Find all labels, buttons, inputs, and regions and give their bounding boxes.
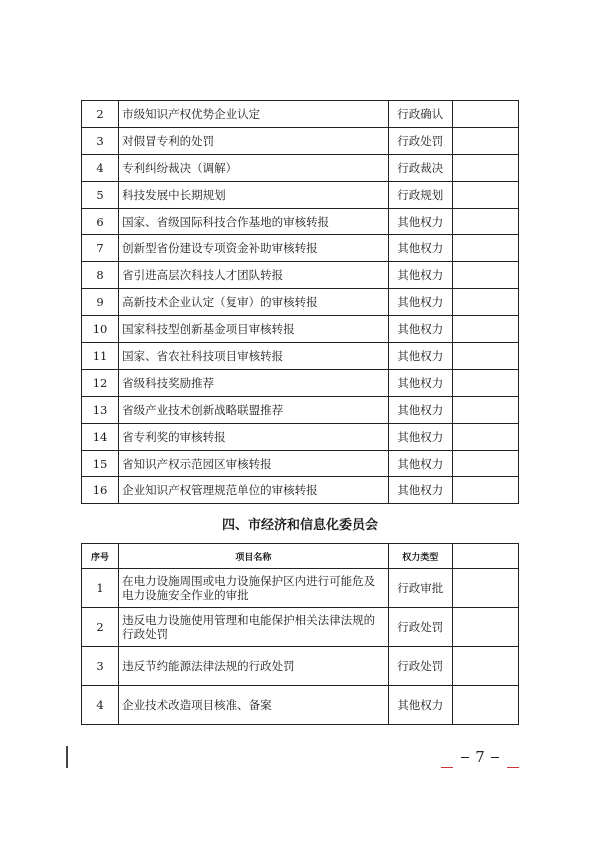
table-row bbox=[82, 343, 519, 370]
table-row bbox=[82, 369, 519, 396]
table-row bbox=[82, 608, 519, 647]
row-power-type: 其他权力 bbox=[388, 316, 452, 343]
table-row bbox=[82, 450, 519, 477]
row-number: 11 bbox=[82, 343, 119, 370]
row-number: 1 bbox=[82, 569, 119, 608]
table-row bbox=[82, 208, 519, 235]
row-item-name: 企业技术改造项目核准、备案 bbox=[119, 686, 389, 725]
page-dash-right bbox=[507, 767, 519, 768]
table-header-row bbox=[82, 544, 519, 569]
row-number: 4 bbox=[82, 154, 119, 181]
table-row bbox=[82, 686, 519, 725]
table-2-body bbox=[82, 569, 519, 725]
row-item-name: 省级产业技术创新战略联盟推荐 bbox=[119, 396, 389, 423]
row-power-type: 行政处罚 bbox=[388, 647, 452, 686]
row-power-type: 其他权力 bbox=[388, 450, 452, 477]
row-item-name: 科技发展中长期规划 bbox=[119, 181, 389, 208]
row-item-name: 企业知识产权管理规范单位的审核转报 bbox=[119, 477, 389, 504]
row-number: 3 bbox=[82, 127, 119, 154]
row-number: 2 bbox=[82, 101, 119, 128]
table-row bbox=[82, 477, 519, 504]
row-extra-cell bbox=[452, 608, 518, 647]
row-item-name: 国家科技型创新基金项目审核转报 bbox=[119, 316, 389, 343]
row-extra-cell bbox=[452, 343, 518, 370]
page-number-text: 7 bbox=[475, 748, 485, 766]
table-row bbox=[82, 101, 519, 128]
row-power-type: 行政规划 bbox=[388, 181, 452, 208]
table-row bbox=[82, 154, 519, 181]
row-extra-cell bbox=[452, 477, 518, 504]
row-extra-cell bbox=[452, 647, 518, 686]
row-item-name: 省引进高层次科技人才团队转报 bbox=[119, 262, 389, 289]
row-extra-cell bbox=[452, 154, 518, 181]
row-extra-cell bbox=[452, 289, 518, 316]
row-number: 5 bbox=[82, 181, 119, 208]
row-item-name: 省级科技奖励推荐 bbox=[119, 369, 389, 396]
row-power-type: 其他权力 bbox=[388, 396, 452, 423]
row-item-name: 违反节约能源法律法规的行政处罚 bbox=[119, 647, 389, 686]
table-row bbox=[82, 396, 519, 423]
row-number: 7 bbox=[82, 235, 119, 262]
row-extra-cell bbox=[452, 569, 518, 608]
row-number: 9 bbox=[82, 289, 119, 316]
row-item-name: 创新型省份建设专项资金补助审核转报 bbox=[119, 235, 389, 262]
row-power-type: 其他权力 bbox=[388, 235, 452, 262]
row-item-name: 市级知识产权优势企业认定 bbox=[119, 101, 389, 128]
row-number: 4 bbox=[82, 686, 119, 725]
row-power-type: 其他权力 bbox=[388, 208, 452, 235]
binding-margin-line bbox=[66, 746, 68, 768]
row-item-name: 违反电力设施使用管理和电能保护相关法律法规的行政处罚 bbox=[119, 608, 389, 647]
row-extra-cell bbox=[452, 396, 518, 423]
row-number: 12 bbox=[82, 369, 119, 396]
row-power-type: 行政处罚 bbox=[388, 127, 452, 154]
row-power-type: 行政裁决 bbox=[388, 154, 452, 181]
header-name: 项目名称 bbox=[119, 544, 389, 569]
table-row bbox=[82, 235, 519, 262]
row-extra-cell bbox=[452, 262, 518, 289]
row-extra-cell bbox=[452, 369, 518, 396]
page-dash-left bbox=[441, 767, 453, 768]
table-row bbox=[82, 569, 519, 608]
header-no: 序号 bbox=[82, 544, 119, 569]
row-number: 2 bbox=[82, 608, 119, 647]
row-extra-cell bbox=[452, 686, 518, 725]
row-item-name: 专利纠纷裁决（调解） bbox=[119, 154, 389, 181]
row-item-name: 省知识产权示范园区审核转报 bbox=[119, 450, 389, 477]
page-number bbox=[437, 746, 523, 768]
row-number: 8 bbox=[82, 262, 119, 289]
row-number: 15 bbox=[82, 450, 119, 477]
header-type: 权力类型 bbox=[388, 544, 452, 569]
row-extra-cell bbox=[452, 208, 518, 235]
section-title: 四、市经济和信息化委员会 bbox=[221, 518, 378, 533]
row-power-type: 其他权力 bbox=[388, 289, 452, 316]
row-number: 16 bbox=[82, 477, 119, 504]
row-item-name: 在电力设施周围或电力设施保护区内进行可能危及电力设施安全作业的审批 bbox=[119, 569, 389, 608]
row-extra-cell bbox=[452, 450, 518, 477]
row-item-name: 省专利奖的审核转报 bbox=[119, 423, 389, 450]
row-extra-cell bbox=[452, 181, 518, 208]
row-extra-cell bbox=[452, 235, 518, 262]
table-row bbox=[82, 423, 519, 450]
row-item-name: 对假冒专利的处罚 bbox=[119, 127, 389, 154]
row-power-type: 其他权力 bbox=[388, 423, 452, 450]
header-extra bbox=[452, 544, 518, 569]
row-extra-cell bbox=[452, 316, 518, 343]
table-row bbox=[82, 181, 519, 208]
power-list-table-1 bbox=[81, 100, 519, 504]
table-row bbox=[82, 262, 519, 289]
row-extra-cell bbox=[452, 101, 518, 128]
row-number: 13 bbox=[82, 396, 119, 423]
row-number: 10 bbox=[82, 316, 119, 343]
table-row bbox=[82, 127, 519, 154]
page-dash-mid-right bbox=[491, 757, 499, 758]
row-power-type: 行政审批 bbox=[388, 569, 452, 608]
row-power-type: 其他权力 bbox=[388, 343, 452, 370]
table-1-body bbox=[82, 101, 519, 504]
row-power-type: 其他权力 bbox=[388, 477, 452, 504]
row-item-name: 国家、省级国际科技合作基地的审核转报 bbox=[119, 208, 389, 235]
row-number: 3 bbox=[82, 647, 119, 686]
power-list-table-2 bbox=[81, 543, 519, 725]
page-dash-mid bbox=[461, 757, 469, 758]
row-extra-cell bbox=[452, 423, 518, 450]
row-power-type: 行政确认 bbox=[388, 101, 452, 128]
row-number: 14 bbox=[82, 423, 119, 450]
row-item-name: 高新技术企业认定（复审）的审核转报 bbox=[119, 289, 389, 316]
row-power-type: 其他权力 bbox=[388, 686, 452, 725]
row-power-type: 其他权力 bbox=[388, 369, 452, 396]
row-power-type: 其他权力 bbox=[388, 262, 452, 289]
table-row bbox=[82, 316, 519, 343]
row-extra-cell bbox=[452, 127, 518, 154]
row-number: 6 bbox=[82, 208, 119, 235]
table-row bbox=[82, 647, 519, 686]
row-power-type: 行政处罚 bbox=[388, 608, 452, 647]
table-row bbox=[82, 289, 519, 316]
row-item-name: 国家、省农社科技项目审核转报 bbox=[119, 343, 389, 370]
